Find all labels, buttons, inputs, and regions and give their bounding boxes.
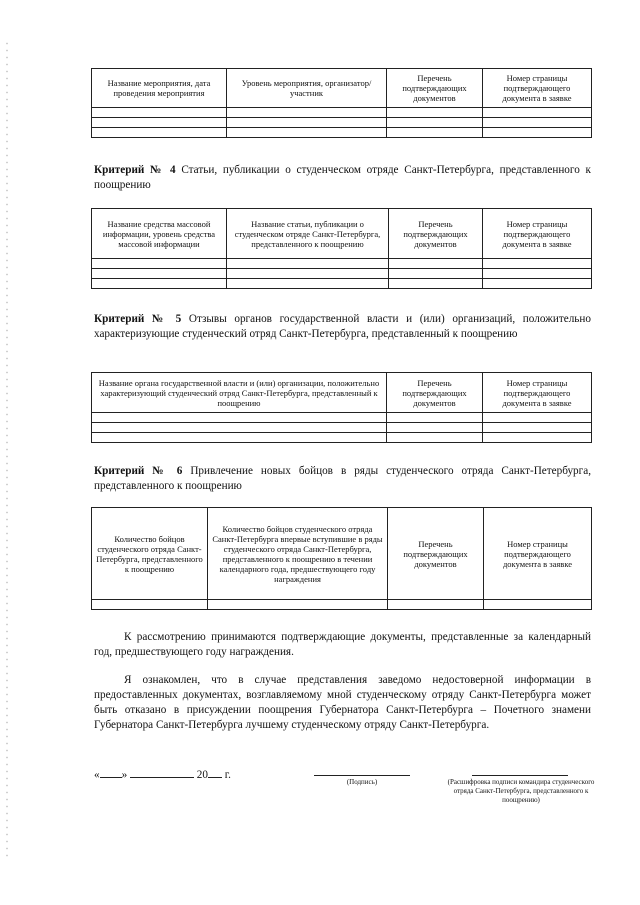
table-header-cell: Название органа государственной власти и (или) организации, положительно характеризующий студенческий отряд Санкт-Петербурга, представленный к поощрению [92,373,387,413]
signature-label: (Подпись) [346,778,378,786]
table-row [92,128,592,138]
criterion-4-heading [94,163,591,193]
criterion-6-label: Критерий № 6 [94,465,183,477]
table-header-cell: Номер страницы подтверждающего документа в заявке [483,373,592,413]
table-header-cell: Перечень подтверждающих документов [387,69,483,108]
table-row [92,279,592,289]
year-blank [208,766,222,778]
table-header-cell: Название средства массовой информации, уровень средства массовой информации [92,209,227,259]
table-row [92,259,592,269]
table-header-cell: Название мероприятия, дата проведения мероприятия [92,69,227,108]
table-header-cell: Перечень подтверждающих документов [389,209,483,259]
table-events [91,68,592,138]
open-quote: « [94,769,100,781]
table-header-cell: Количество бойцов студенческого отряда Санкт-Петербурга, представленного к поощрению [92,508,208,600]
table-row [92,413,592,423]
criterion-4-label: Критерий № 4 [94,164,176,176]
signature-decoding-line [472,775,568,776]
table-criterion-6 [91,507,592,610]
table-row [92,423,592,433]
table-header-cell: Перечень подтверждающих документов [387,373,483,413]
criterion-6-text: Привлечение новых бойцов в ряды студенческого отряда Санкт-Петербурга, представленного к поощрению [94,465,591,492]
table-header-cell: Количество бойцов студенческого отряда Санкт-Петербурга впервые вступившие в ряды студенческого отряда Санкт-Петербурга, представленного к поощрению в течении календарного года, предшествующего году награждения [208,508,388,600]
acknowledgement-paragraph: Я ознакомлен, что в случае представления заведомо недостоверной информации в предоставленных документах, возглавляемому мной студенческому отряду Санкт-Петербурга может быть отказано в присуждении поощрения Губернатора Санкт-Петербурга – Почетного знамени Губернатора Санкт-Петербурга лучшему студенческому отряду Санкт-Петербурга. [94,674,591,731]
year-prefix: 20 [196,769,208,781]
year-suffix: г. [224,769,231,781]
signature-decoding-label: (Расшифровка подписи командира студенческого отряда Санкт-Петербурга, представленного к поощрению) [447,778,595,804]
criterion-5-label: Критерий № 5 [94,313,182,325]
table-header-cell: Уровень мероприятия, организатор/участник [227,69,387,108]
table-criterion-4 [91,208,592,289]
table-row [92,108,592,118]
month-blank [130,766,194,778]
table-row [92,118,592,128]
table-header-cell: Номер страницы подтверждающего документа в заявке [483,69,592,108]
criterion-5-heading [94,312,591,342]
table-row [92,269,592,279]
table-header-cell: Название статьи, публикации о студенческом отряде Санкт-Петербурга, представленного к поощрению [227,209,389,259]
close-quote: » [121,769,128,781]
table-criterion-5 [91,372,592,443]
criterion-6-heading [94,464,591,494]
note-paragraph: К рассмотрению принимаются подтверждающие документы, представленные за календарный год, предшествующего году награждения. [94,631,591,658]
table-header-cell: Номер страницы подтверждающего документа в заявке [483,209,592,259]
table-header-cell: Перечень подтверждающих документов [388,508,484,600]
table-header-cell: Номер страницы подтверждающего документа в заявке [484,508,592,600]
signature-line [314,775,410,776]
date-line [94,766,231,782]
criterion-5-text: Отзывы органов государственной власти и (или) организаций, положительно характеризующие студенческий отряд Санкт-Петербурга, представленный к поощрению [94,313,591,340]
criterion-4-text: Статьи, публикации о студенческом отряде Санкт-Петербурга, представленного к поощрению [94,164,591,191]
day-blank [100,766,122,778]
table-row [92,600,592,610]
scan-edge-marks [6,40,8,860]
table-row [92,433,592,443]
